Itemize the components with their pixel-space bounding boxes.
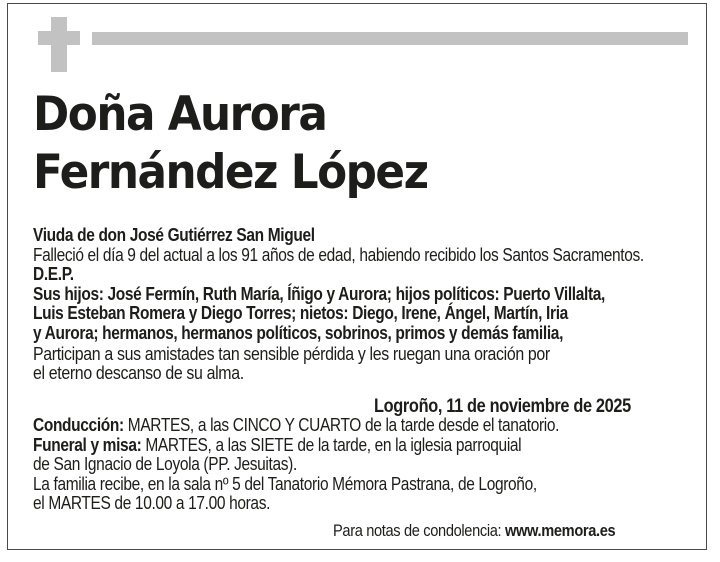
visiting-line: La familia recibe, en la sala nº 5 del Tanatorio Mémora Pastrana, de Logroño, bbox=[33, 473, 537, 494]
name-line-2: Fernández López bbox=[33, 145, 428, 200]
conduccion-label: Conducción: bbox=[33, 415, 124, 435]
visiting-line-2: el MARTES de 10.00 a 17.00 horas. bbox=[33, 493, 271, 514]
family-line: Luis Esteban Romera y Diego Torres; nietos: Diego, Irene, Ángel, Martín, Iria bbox=[33, 303, 568, 324]
widow-line: Viuda de don José Gutiérrez San Miguel bbox=[33, 225, 315, 245]
service-details bbox=[33, 416, 618, 514]
condolence-label: Para notas de condolencia: bbox=[333, 521, 505, 540]
participation-line: Participan a sus amistades tan sensible pérdida y les ruegan una oración por bbox=[33, 342, 550, 364]
header-rule bbox=[92, 32, 688, 45]
death-line: Falleció el día 9 del actual a los 91 años de edad, habiendo recibido los Santos Sacramentos. bbox=[33, 244, 644, 265]
condolence-link[interactable]: www.memora.es bbox=[504, 521, 616, 540]
family-line: y Aurora; hermanos, hermanos políticos, sobrinos, primos y demás familia, bbox=[33, 322, 564, 343]
condolence-note bbox=[333, 521, 615, 541]
funeral-line-2: de San Ignacio de Loyola (PP. Jesuitas). bbox=[33, 454, 297, 475]
deceased-name bbox=[33, 86, 428, 202]
conduccion-line bbox=[33, 416, 618, 436]
obituary-body bbox=[33, 225, 644, 384]
rip-line: D.E.P. bbox=[33, 264, 74, 285]
family-line: Sus hijos: José Fermín, Ruth María, Íñigo y Aurora; hijos políticos: Puerto Villalta, bbox=[33, 283, 605, 304]
name-line-1: Doña Aurora bbox=[33, 87, 327, 142]
funeral-label: Funeral y misa: bbox=[33, 434, 142, 455]
cross-icon-arm bbox=[38, 31, 80, 45]
place-date: Logroño, 11 de noviembre de 2025 bbox=[374, 396, 631, 417]
conduccion-text: MARTES, a las CINCO Y CUARTO de la tarde desde el tanatorio. bbox=[123, 415, 560, 435]
participation-line: el eterno descanso de su alma. bbox=[33, 362, 244, 384]
funeral-text: MARTES, a las SIETE de la tarde, en la iglesia parroquial bbox=[141, 434, 522, 455]
funeral-line bbox=[33, 436, 618, 456]
